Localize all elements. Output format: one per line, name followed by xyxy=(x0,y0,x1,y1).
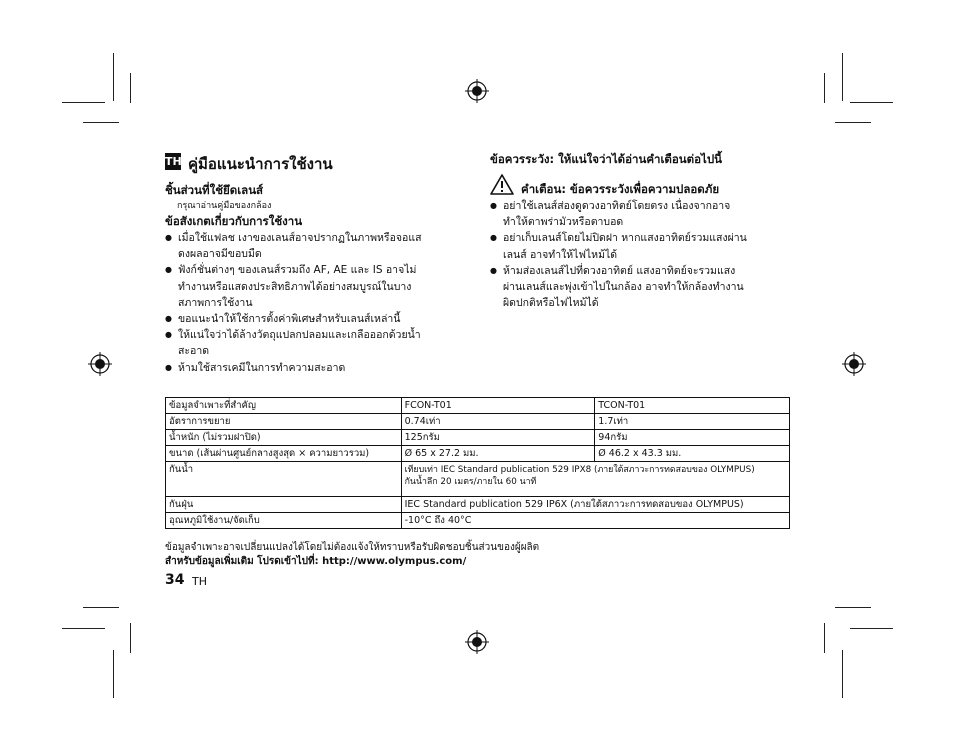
table-cell: Ø 65 x 27.2 มม. xyxy=(401,446,595,462)
warning-title: คำเตือน: ข้อควรระวังเพื่อความปลอดภัย xyxy=(521,182,720,196)
more-info-note: สำหรับข้อมูลเพิ่มเติม โปรดเข้าไปที่: http://www.olympus.com/ xyxy=(165,556,467,567)
list-item-line: สะอาด xyxy=(178,345,210,358)
table-cell: อัตราการขยาย xyxy=(166,414,402,430)
waterproof-value-line2: กันน้ำลึก 20 เมตร/ภายใน 60 นาที xyxy=(404,477,537,487)
list-item-line: ● ให้แน่ใจว่าได้ล้างวัตถุแปลกปลอมและเกลือออกด้วยน้ำ xyxy=(178,329,421,342)
list-item-line: ผิดปกติหรือไฟไหม้ได้ xyxy=(503,297,599,310)
list-item xyxy=(490,230,790,262)
table-row xyxy=(166,462,790,497)
page-language: TH xyxy=(192,575,207,588)
list-item-line: ทำให้ตาพร่ามัวหรือตาบอด xyxy=(503,216,624,229)
list-item xyxy=(165,360,465,376)
table-cell: น้ำหนัก (ไม่รวมฝาปิด) xyxy=(166,430,402,446)
list-item-line: ผ่านเลนส์และพุ่งเข้าไปในกล้อง อาจทำให้กล้องทำงาน xyxy=(503,281,744,294)
table-cell: TCON-T01 xyxy=(595,398,790,414)
registration-mark-icon xyxy=(842,352,866,376)
warning-triangle-icon xyxy=(490,174,514,195)
table-cell: 1.7เท่า xyxy=(595,414,790,430)
table-row xyxy=(166,430,790,446)
list-item xyxy=(165,311,465,327)
table-cell: -10°C ถึง 40°C xyxy=(401,513,789,529)
list-item-line: ● อย่าเก็บเลนส์โดยไม่ปิดฝา หากแสงอาทิตย์รวมแสงผ่าน xyxy=(503,232,747,245)
list-item-line: ● เมื่อใช้แฟลช เงาของเลนส์อาจปรากฏในภาพหรือจอแส xyxy=(178,232,422,244)
list-item-line: ทำงานหรือแสดงประสิทธิภาพได้อย่างสมบูรณ์ในบาง xyxy=(178,280,412,293)
list-item-line: ● อย่าใช้เลนส์ส่องดูดวงอาทิตย์โดยตรง เนื่องจากอาจ xyxy=(503,200,731,212)
table-cell: 0.74เท่า xyxy=(401,414,595,430)
table-cell: FCON-T01 xyxy=(401,398,595,414)
usage-notes-list xyxy=(165,230,465,376)
spec-change-note: ข้อมูลจำเพาะอาจเปลี่ยนแปลงได้โดยไม่ต้องแจ้งให้ทราบหรือรับผิดชอบชิ้นส่วนของผู้ผลิต xyxy=(165,542,540,553)
table-cell: Ø 46.2 x 43.3 มม. xyxy=(595,446,790,462)
spec-table xyxy=(165,397,790,529)
registration-mark-icon xyxy=(465,630,489,654)
section-lens-mount-title: ชิ้นส่วนที่ใช้ยึดเลนส์ xyxy=(165,183,264,197)
list-item xyxy=(165,262,465,311)
list-item-line: สภาพการใช้งาน xyxy=(178,296,253,309)
page-number: 34 xyxy=(165,572,185,588)
warning-list xyxy=(490,198,790,311)
list-item-line: ● ฟังก์ชั่นต่างๆ ของเลนส์รวมถึง AF, AE และ IS อาจไม่ xyxy=(178,264,417,277)
table-row xyxy=(166,398,790,414)
table-cell: กันฝุ่น xyxy=(166,497,402,513)
table-cell: ข้อมูลจำเพาะที่สำคัญ xyxy=(166,398,402,414)
registration-mark-icon xyxy=(88,352,112,376)
table-row xyxy=(166,414,790,430)
table-cell: 94กรัม xyxy=(595,430,790,446)
list-item-line: เลนส์ อาจทำให้ไฟไหม้ได้ xyxy=(503,248,618,261)
table-cell xyxy=(401,462,789,497)
list-item-line: ● ขอแนะนำให้ใช้การตั้งค่าพิเศษสำหรับเลนส์เหล่านี้ xyxy=(178,313,401,326)
section-lens-mount-note: กรุณาอ่านคู่มือของกล้อง xyxy=(177,201,272,211)
list-item-line: ● ห้ามใช้สารเคมีในการทำความสะอาด xyxy=(178,361,346,374)
language-badge: TH xyxy=(165,155,182,168)
section-usage-notes-title: ข้อสังเกตเกี่ยวกับการใช้งาน xyxy=(165,214,303,228)
list-item xyxy=(165,327,465,359)
list-item xyxy=(165,230,465,262)
table-cell: กันน้ำ xyxy=(166,462,402,497)
list-item xyxy=(490,198,790,230)
table-cell: ขนาด (เส้นผ่านศูนย์กลางสูงสุด × ความยาวรวม) xyxy=(166,446,402,462)
waterproof-value-line1: เทียบเท่า IEC Standard publication 529 IPX8 (ภายใต้สภาวะการทดสอบของ OLYMPUS) xyxy=(404,465,755,475)
caution-title: ข้อควรระวัง: ให้แน่ใจว่าได้อ่านคำเตือนต่อไปนี้ xyxy=(490,152,722,166)
page-title: คู่มือแนะนำการใช้งาน xyxy=(188,155,333,173)
table-cell: อุณหภูมิใช้งาน/จัดเก็บ xyxy=(166,513,402,529)
table-row xyxy=(166,446,790,462)
list-item-line: ● ห้ามส่องเลนส์ไปที่ดวงอาทิตย์ แสงอาทิตย์จะรวมแสง xyxy=(503,264,736,277)
table-row xyxy=(166,497,790,513)
registration-mark-icon xyxy=(465,79,489,103)
table-cell: 125กรัม xyxy=(401,430,595,446)
table-row xyxy=(166,513,790,529)
list-item xyxy=(490,263,790,312)
list-item-line: ดงผลอาจมีขอบมืด xyxy=(178,248,262,261)
table-cell: IEC Standard publication 529 IP6X (ภายใต้สภาวะการทดสอบของ OLYMPUS) xyxy=(401,497,789,513)
